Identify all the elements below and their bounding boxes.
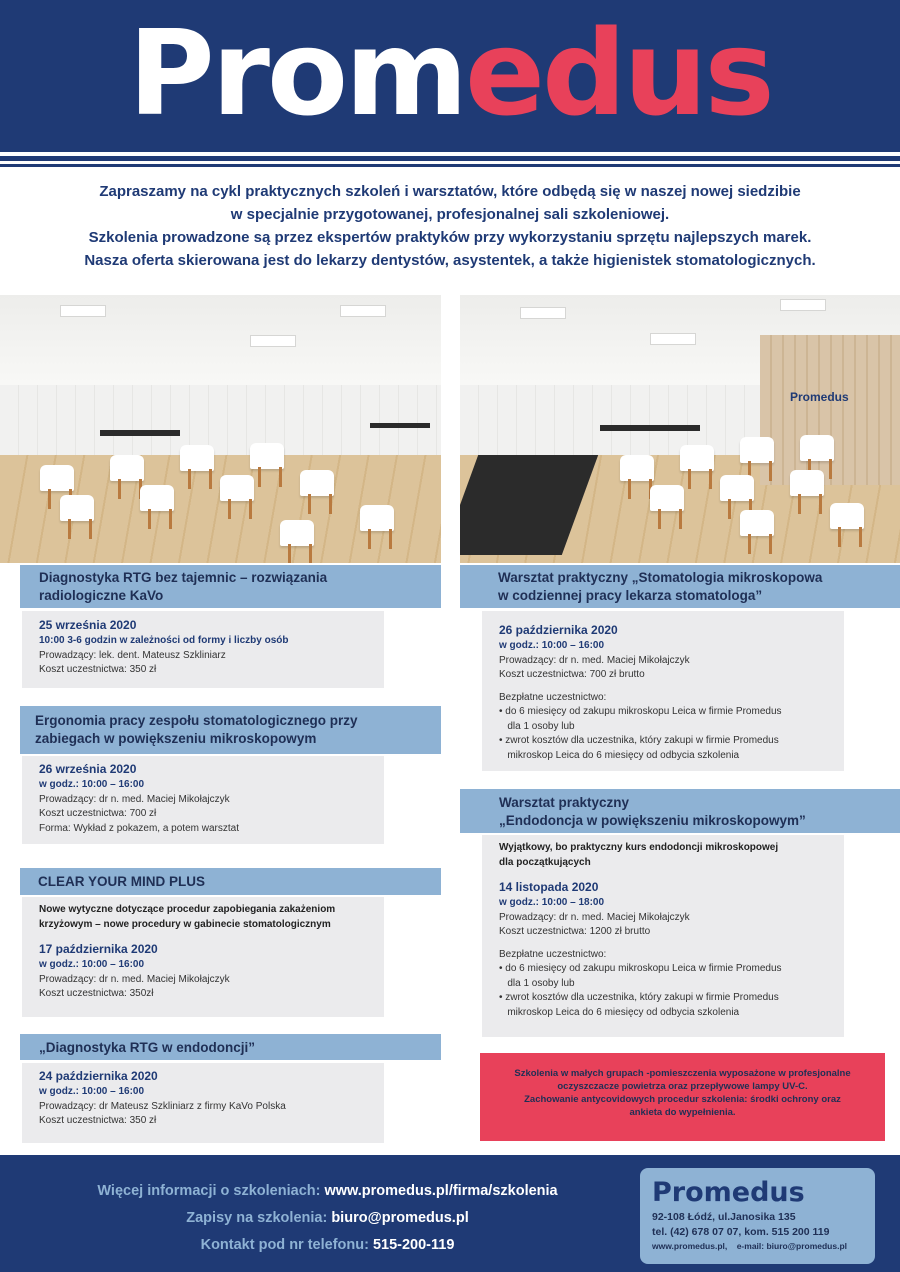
- course-title-rtg-kavo: Diagnostyka RTG bez tajemnic – rozwiązania radiologiczne KaVo: [20, 565, 441, 608]
- contact-box: [640, 1168, 875, 1264]
- footer-telephone: tel. (42) 678 07 07, kom. 515 200 119: [652, 1226, 830, 1238]
- signup-email-link[interactable]: biuro@promedus.pl: [331, 1210, 469, 1226]
- course-card-rtg-endodoncja: 24 października 2020 w godz.: 10:00 – 16:00 Prowadzący: dr Mateusz Szkliniarz z firmy KaVo Polska Koszt uczestnictwa: 350 zł: [22, 1063, 384, 1143]
- phone-number[interactable]: 515-200-119: [372, 1237, 455, 1253]
- footer-address: 92-108 Łódź, ul.Janosika 135: [652, 1211, 796, 1223]
- course-title-clear-your-mind: CLEAR YOUR MIND PLUS: [20, 868, 441, 895]
- website-link[interactable]: www.promedus.pl,: [652, 1241, 728, 1251]
- footer-brand-logo: Promedus: [652, 1177, 805, 1208]
- course-title-ergonomia: Ergonomia pracy zespołu stomatologicznego przy zabiegach w powiększeniu mikroskopowym: [20, 706, 441, 754]
- covid-notice: Szkolenia w małych grupach -pomieszczenia wyposażone w profesjonalne oczyszczacze powietrza oraz przepływowe lampy UV-C. Zachowanie antycovidowych procedur szkolenia: środki ochrony oraz ankieta do wypełnienia.: [480, 1053, 885, 1141]
- training-room-photo-right: [460, 295, 900, 563]
- course-card-endodoncja: Wyjątkowy, bo praktyczny kurs endodoncji mikroskopowej dla początkujących 14 listopada 2020 w godz.: 10:00 – 18:00 Prowadzący: dr n. med. Maciej Mikołajczyk Koszt uczestnictwa: 1200 zł brutto Bezpłatne uczestnictwo: • do 6 miesięcy od zakupu mikroskopu Leica w firmie Promedus dla 1 osoby lub • zwrot kosztów dla uczestnika, który zakupi w firmie Promedus mikroskop Leica do 6 miesięcy od odbycia szkolenia: [482, 835, 844, 1037]
- footer-info: [0, 1178, 655, 1259]
- training-link[interactable]: www.promedus.pl/firma/szkolenia: [324, 1183, 558, 1199]
- promedus-logo: Promedus: [128, 4, 772, 142]
- course-title-endodoncja: Warsztat praktyczny „Endodoncja w powiększeniu mikroskopowym”: [460, 789, 900, 833]
- intro-text: Zapraszamy na cykl praktycznych szkoleń i warsztatów, które odbędą się w naszej nowej siedzibie w specjalnie przygotowanej, profesjonalnej sali szkoleniowej. Szkolenia prowadzone są przez ekspertów praktyków przy wykorzystaniu sprzętu najlepszych marek. Nasza oferta skierowana jest do lekarzy dentystów, asystentek, a także higienistek stomatologicznych.: [84, 183, 816, 269]
- training-room-photo-left: [0, 295, 441, 563]
- course-card-stomatologia-mikroskopowa: 26 października 2020 w godz.: 10:00 – 16:00 Prowadzący: dr n. med. Maciej Mikołajczyk Koszt uczestnictwa: 700 zł brutto Bezpłatne uczestnictwo: • do 6 miesięcy od zakupu mikroskopu Leica w firmie Promedus dla 1 osoby lub • zwrot kosztów dla uczestnika, który zakupi w firmie Promedus mikroskop Leica do 6 miesięcy od odbycia szkolenia: [482, 611, 844, 771]
- header-divider-thin: [0, 164, 900, 167]
- footer-web-email: [652, 1240, 863, 1253]
- course-title-stomatologia-mikroskopowa: Warsztat praktyczny „Stomatologia mikroskopowa w codziennej pracy lekarza stomatologa”: [460, 565, 900, 608]
- footer-signup-line: Zapisy na szkolenia: biuro@promedus.pl: [186, 1210, 469, 1226]
- header-divider: [0, 156, 900, 161]
- header-banner: [0, 0, 900, 152]
- photo-wall-logo: Promedus: [790, 390, 849, 404]
- course-card-ergonomia: 26 września 2020 w godz.: 10:00 – 16:00 Prowadzący: dr n. med. Maciej Mikołajczyk Koszt uczestnictwa: 700 zł Forma: Wykład z pokazem, a potem warsztat: [22, 756, 384, 844]
- footer-info-line: Więcej informacji o szkoleniach: www.promedus.pl/firma/szkolenia: [97, 1183, 558, 1199]
- email-link[interactable]: e-mail: biuro@promedus.pl: [736, 1241, 847, 1251]
- course-card-clear-your-mind: Nowe wytyczne dotyczące procedur zapobiegania zakażeniom krzyżowym – nowe procedury w gabinecie stomatologicznym 17 października 2020 w godz.: 10:00 – 16:00 Prowadzący: dr n. med. Maciej Mikołajczyk Koszt uczestnictwa: 350zł: [22, 897, 384, 1017]
- course-card-rtg-kavo: 25 września 2020 10:00 3-6 godzin w zależności od formy i liczby osób Prowadzący: lek. dent. Mateusz Szkliniarz Koszt uczestnictwa: 350 zł: [22, 611, 384, 688]
- course-title-rtg-endodoncja: „Diagnostyka RTG w endodoncji”: [20, 1034, 441, 1060]
- footer-phone-line: Kontakt pod nr telefonu: 515-200-119: [200, 1237, 455, 1253]
